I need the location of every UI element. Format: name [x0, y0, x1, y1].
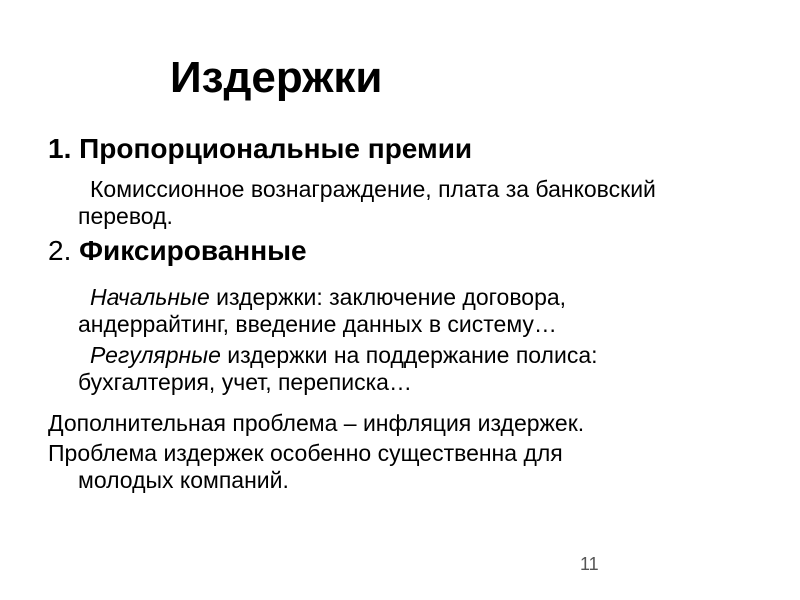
paragraph-line: бухгалтерия, учет, переписка… [78, 369, 412, 395]
section-number: 2. [48, 235, 72, 266]
section-number: 1. [48, 133, 72, 164]
section-paragraph-commission [78, 176, 768, 230]
section-paragraph-initial-costs [78, 284, 768, 338]
section-heading-text: Пропорциональные премии [79, 133, 473, 164]
note-young-companies-continued: молодых компаний. [78, 467, 289, 493]
section-heading-text: Фиксированные [79, 235, 307, 266]
paragraph-lead-term: Начальные [90, 284, 210, 310]
section-heading-fixed [48, 234, 307, 268]
note-inflation: Дополнительная проблема – инфляция издержек. [48, 410, 585, 436]
paragraph-lead-term: Регулярные [90, 342, 221, 368]
paragraph-line: издержки: заключение договора, [209, 284, 567, 310]
section-heading-proportional [48, 132, 472, 166]
paragraph-line: андеррайтинг, введение данных в систему… [78, 311, 557, 337]
note-young-companies: Проблема издержек особенно существенна для [48, 440, 563, 466]
slide-title: Издержки [170, 53, 383, 102]
paragraph-line: перевод. [78, 203, 173, 229]
page-number: 11 [580, 554, 599, 574]
section-paragraph-regular-costs [78, 342, 768, 396]
paragraph-line: издержки на поддержание полиса: [220, 342, 598, 368]
paragraph-line: Комиссионное вознаграждение, плата за банковский [90, 176, 656, 202]
